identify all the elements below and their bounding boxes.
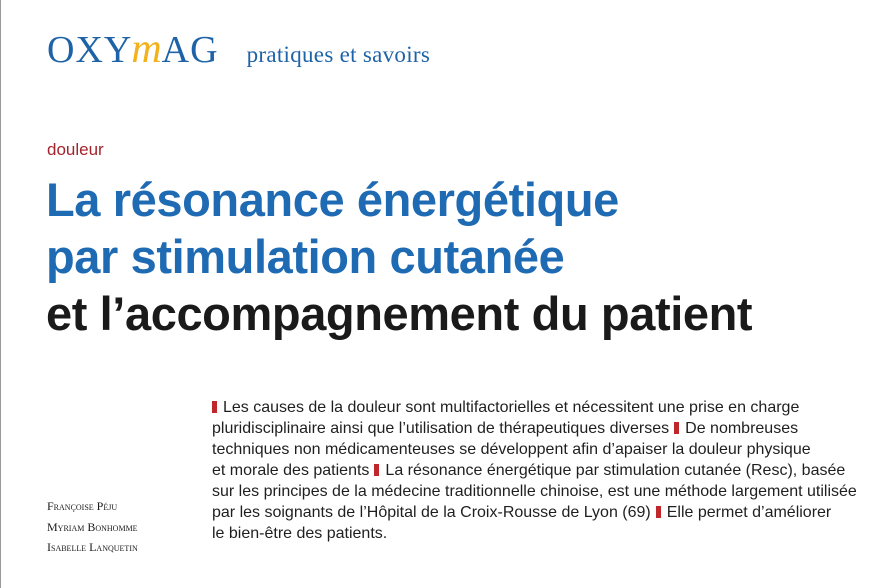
page-edge bbox=[0, 0, 1, 588]
lead-text: Les causes de la douleur sont multifactorielles et nécessitent une prise en charge bbox=[223, 399, 800, 416]
lead-line bbox=[212, 523, 842, 544]
red-bullet-icon bbox=[656, 506, 661, 518]
red-bullet-icon bbox=[374, 464, 379, 476]
lead-text: sur les principes de la médecine traditionnelle chinoise, est une méthode largement utilisée bbox=[212, 483, 857, 500]
red-bullet-icon bbox=[674, 422, 679, 434]
logo-oxy: OXY bbox=[47, 29, 133, 71]
author-name: Myriam Bonhomme bbox=[47, 519, 138, 534]
title-line-3: et l’accompagnement du patient bbox=[46, 287, 753, 340]
red-bullet-icon bbox=[212, 401, 217, 413]
lead-line bbox=[212, 397, 842, 418]
article-title bbox=[46, 171, 752, 342]
title-line-2: par stimulation cutanée bbox=[46, 230, 565, 283]
lead-text: le bien-être des patients. bbox=[212, 525, 388, 542]
author-name: Françoise Péju bbox=[47, 499, 118, 513]
lead-line bbox=[212, 460, 846, 481]
lead-text: et morale des patients bbox=[212, 462, 370, 479]
oxymag-logo bbox=[47, 28, 219, 70]
masthead bbox=[47, 28, 430, 70]
lead-text: techniques non médicamenteuses se développent afin d’apaiser la douleur physique bbox=[212, 441, 811, 458]
author-name: Isabelle Lanquetin bbox=[47, 540, 138, 554]
article-lead bbox=[212, 397, 857, 562]
lead-text: Elle permet d’améliorer bbox=[666, 504, 832, 521]
lead-line bbox=[212, 502, 842, 523]
article-rubric: douleur bbox=[47, 140, 104, 159]
logo-ag: AG bbox=[161, 29, 219, 71]
lead-text: pluridisciplinaire ainsi que l’utilisation de thérapeutiques diverses bbox=[212, 420, 670, 437]
lead-line bbox=[212, 418, 842, 439]
title-line-1: La résonance énergétique bbox=[46, 173, 619, 226]
author-list bbox=[47, 496, 138, 558]
lead-text: par les soignants de l’Hôpital de la Croix-Rousse de Lyon (69) bbox=[212, 504, 651, 521]
section-name: pratiques et savoirs bbox=[246, 42, 431, 67]
lead-line bbox=[212, 481, 857, 502]
lead-text: La résonance énergétique par stimulation cutanée (Resc), basée bbox=[385, 462, 846, 479]
logo-m-accent: m bbox=[131, 26, 163, 72]
lead-text: De nombreuses bbox=[685, 420, 799, 437]
lead-line bbox=[212, 439, 842, 460]
